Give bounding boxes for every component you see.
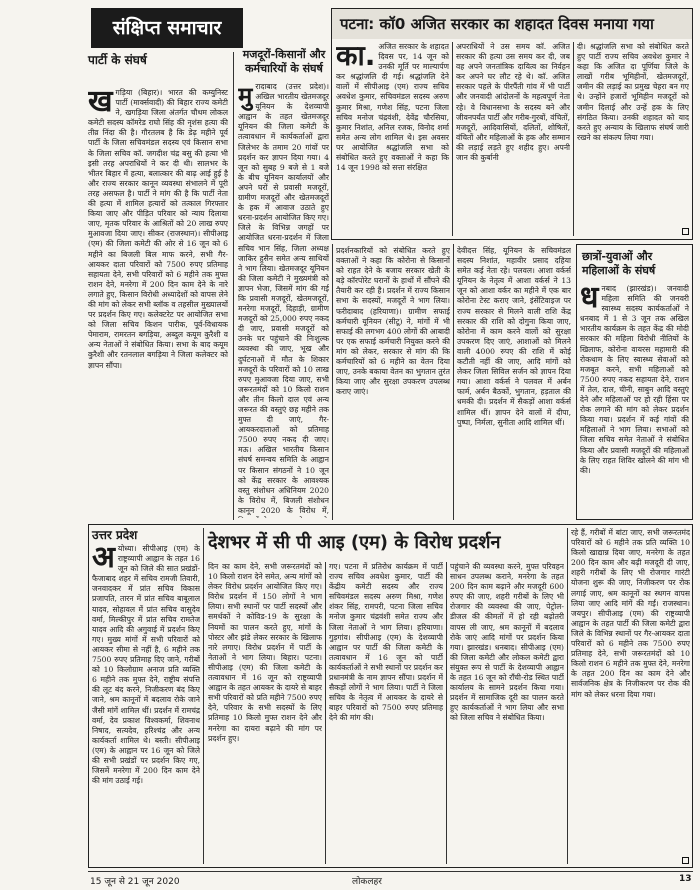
main-text-a: दिन का काम देने, सभी जरूरतमंदों को 10 किलो राशन देने समेत, अन्य मांगों को लेकर विरोध प्रदर्शन आयोजित किए गए। विरोध प्रदर्शन में 150 लोगों ने भाग लिया। सभी स्थानों पर पार्टी सदस्यों और समर्थकों ने कोविड-19 के सुरक्षा के नियमों का पालन करते हुए, मांगों के पोस्टर और झंडे लेकर सरकार के खिलाफ नारे लगाए। विरोध प्रदर्शन में पार्टी के नेताओं ने भाग लिया। बिहार। पटना। सीपीआइ (एम) की जिला कमेटी के तत्वावधान में 16 जून को राष्ट्रव्यापी आह्वान के तहत आयकर के दायरे से बाहर सभी परिवारों को प्रति महीने 7500 रुपए देने, परिवार के सभी सदस्यों के लिए प्रतिमाह 10 किलो मुफ्त राशन देने और मनरेगा का दायरा बढ़ाने की मांग पर प्रदर्शन हुए। — [208, 562, 322, 743]
col1-body — [88, 88, 228, 516]
mid-text-a: प्रदर्शनकारियों को संबोधित करते हुए वक्ताओं ने कहा कि कोरोना से किसानों को राहत देने के बजाय सरकार खेती के बड़े कॉरपोरेट घरानों के हाथों में सौंपने की तैयारी कर रही है। प्रदर्शन में राज्य किसान सभा के सदस्यों, मजदूरों ने भाग लिया। फरीदाबाद (हरियाणा)। ग्रामीण सफाई कर्मचारी यूनियन (सीटू) ने, मांगों में भी सफाई की लगभग 400 लोगों की आबादी पर एक सफाई कर्मचारी नियुक्त करने की मांग को लेकर, सरकार से मांग की कि कर्मचारियों को 6 महीने का वेतन दिया जाए, उनके बकाया वेतन का भुगतान तुरंत किया जाए और सुरक्षा उपकरण उपलब्ध कराए जाएं। — [336, 246, 450, 397]
top-story-col-c — [577, 42, 689, 230]
col2-text: रादाबाद (उत्तर प्रदेश)। अखिल भारतीय खेतमजदूर यूनियन के देशव्यापी आह्वान के तहत खेतमजदूर यूनियन की जिला कमेटी के तत्वावधान में कार्यकर्ताओं द्वारा जिलेभर के तमाम 20 गांवों पर प्रदर्शन कर ज्ञापन दिया गया। 4 जून को सुबह 9 बजे से 1 बजे के बीच यूनियन कार्यालयों और अपने घरों से प्रवासी मजदूरों, ग्रामीण मजदूरों और खेतमजदूरों के हक में आवाज उठाते हुए धरना-प्रदर्शन आयोजित किए गए। जिले के विभिन्न जगहों पर आयोजित धरना-प्रदर्शन में जिला सचिव भान सिंह, जिला अध्यक्ष जाकिर हुसैन समेत अन्य साथियों ने भाग लिया। खेतमजदूर यूनियन की जिला कमेटी ने मुख्यमंत्री को ज्ञापन भेजा, जिसमें मांग की गई कि प्रवासी मजदूरों, खेतमजदूरों, मनरेगा मजदूरों, दिहाड़ी, ग्रामीण मजदूरों को 25,000 रुपए नकद दी जाए, प्रवासी मजदूरों को उनके घर पहुंचाने की निःशुल्क व्यवस्था की जाए, भूख और दुर्घटनाओं में मौत के शिकार मजदूरों के परिवारों को 10 लाख रुपए मुआवजा दिया जाए, सभी जरूरतमंदों को 10 किलो राशन और तीन किलो दाल एवं अन्य जरूरत की वस्तुएं छह महीने तक मुफ्त दी जाएं, गैर-आयकरदाताओं को प्रतिमाह 7500 रुपए नकद दी जाए। मऊ। अखिल भारतीय किसान संघर्ष समन्वय समिति के आह्वान पर किसान संगठनों ने 10 जून को केंद्र सरकार के आवश्यक वस्तु संशोधन अधिनियम 2020 के विरोध में, बिजली संशोधन कानून 2020 के विरोध में, — [238, 82, 329, 515]
bottom-left-dropcap: अ — [92, 544, 115, 575]
divider — [573, 42, 574, 236]
mid-col-a — [336, 246, 450, 516]
main-col-b — [329, 562, 443, 864]
right-story-text: नबाद (झारखंड)। जनवादी महिला समिति की जनवरी स्वास्थ्य सदस्य कार्यकर्ताओं ने धनबाद में 1 से 3 जून तक अखिल भारतीय कार्यक्रम के तहत केंद्र की मोदी सरकार की महिला विरोधी नीतियों के खिलाफ, कोरोना वायरस महामारी की रोकथाम के लिए स्वास्थ्य सेवाओं को मजबूत करने, सभी महिलाओं को 7500 रुपए नकद सहायता देने, राशन में तेल, दाल, चीनी, साबुन आदि वस्तुएं देने और महिलाओं पर हो रही हिंसा पर रोक लगाने की मांग को लेकर प्रदर्शन किया गया। प्रदर्शन में कई गांवों की महिलाओं ने भाग लिया। सभाओं को जिला सचिव समेत नेताओं ने संबोधित किया और प्रवासी मजदूरों की महिलाओं के लिए राहत शिविर खोलने की मांग भी की। — [580, 284, 689, 475]
main-text-c: पहुंचाने की व्यवस्था करने, मुफ्त परिवहन साधन उपलब्ध कराने, मनरेगा के तहत 200 दिन काम बढ़ाने और मजदूरी 600 रुपए की जाए, शहरी गरीबों के लिए भी रोजगार की व्यवस्था की जाए, पेट्रोल-डीजल की कीमतों में हो रही बढ़ोतरी वापस ली जाए, श्रम कानूनों में बदलाव रोके जाएं आदि मांगों पर प्रदर्शन किया गया। झारखंड। धनबाद। सीपीआइ (एम) की जिला कमेटी और लोकल कमेटी द्वारा संयुक्त रूप से पार्टी के देशव्यापी आह्वान के तहत 16 जून को राँची-रोड स्थित पार्टी कार्यालय के सामने प्रदर्शन किया गया। प्रदर्शन में सामाजिक दूरी का पालन करते हुए कार्यकर्ताओं ने भाग लिया और सभा को जिला सचिव ने संबोधित किया। — [450, 562, 564, 723]
divider — [446, 562, 447, 864]
mid-col-b — [457, 246, 571, 516]
main-col-d — [571, 528, 690, 856]
top-story-col-b — [456, 42, 570, 237]
bottom-left-body — [92, 544, 200, 864]
footer-page: 13 — [679, 874, 692, 884]
main-text-d: रहे हैं, गरीबों में बांटा जाए, सभी जरूरतमंद परिवारों को 6 महीने तक प्रति व्यक्ति 10 किलो खाद्यान्न दिया जाए, मनरेगा के तहत 200 दिन काम और बढ़ी मजदूरी दी जाए, शहरी गरीबों के लिए भी रोजगार गारंटी योजना शुरू की जाए, निजीकरण पर रोक लगाई जाए, श्रम कानूनों का स्थगन वापस लिया जाए आदि मांगें की गईं। राजस्थान। जयपुर। सीपीआइ (एम) की राष्ट्रव्यापी आह्वान के तहत पार्टी की जिला कमेटी द्वारा जिले के विभिन्न स्थानों पर गैर-आयकर दाता परिवारों को 6 महीने तक 7500 रुपए प्रतिमाह देने, सभी जरूरतमंदों को 10 किलो राशन 6 महीने तक मुफ्त देने, मनरेगा के तहत 200 दिन का काम देने और सार्वजनिक क्षेत्र के निजीकरण पर रोक की मांग को लेकर धरना दिया गया। — [571, 528, 690, 699]
divider — [332, 244, 333, 520]
top-story-text-a: अजित सरकार के शहादत दिवस पर, 14 जून को उनकी मूर्ति पर माल्यार्पण कर श्रद्धांजलि दी गई। श्रद्धांजलि देने वालों में सीपीआइ (एम) राज्य सचिव अवधेश कुमार, सचिवमंडल सदस्य अरुण कुमार मिश्रा, गणेश सिंह, पटना जिला सचिव मनोज चंद्रवंशी, देवेंद्र चौरसिया, कुमार निशांत, अनिल रजक, विनोद शर्मा समेत अन्य लोग शामिल थे। इस अवसर पर आयोजित श्रद्धांजलि सभा को संबोधित करते हुए वक्ताओं ने कहा कि 14 जून 1998 को सत्ता संरक्षित — [336, 42, 449, 173]
divider — [567, 528, 568, 864]
col1-headline: पार्टी के संघर्ष — [88, 53, 147, 67]
footer-rule — [88, 871, 693, 872]
divider — [233, 52, 234, 520]
top-story-col-a — [336, 42, 449, 237]
bottom-left-text: योध्या। सीपीआइ (एम) के राष्ट्रव्यापी आह्वान के तहत 16 जून को जिले की सात प्रखंडों-फैजाबाद शहर में सचिव रामजी तिवारी, जनवादकर में प्रांत सचिव विकास प्रजापति, तारन में प्रांत सचिव बाबूलाल यादव, सोहावल में प्रांत सचिव वासुदेव वर्मा, मिल्कीपुर में प्रांत सचिव रामतेज यादव आदि की अगुवाई में प्रदर्शन किए गए। मुख्य मांगों में सभी परिवारों को आयकर सीमा से नहीं है, 6 महीने तक 7500 रुपए प्रतिमाह दिए जाने, गरीबों को 10 किलोग्राम अनाज प्रति व्यक्ति 6 महीने तक मुफ्त देने, राष्ट्रीय संपत्ति की लूट बंद करने, निजीकरण बंद किए जाने, श्रम कानूनों में बदलाव रोके जाने जैसी मांगें शामिल थीं। प्रदर्शन में रामचंद्र वर्मा, देव प्रकाश विश्वकर्मा, शिवनाथ निषाद, सत्यदेव, हरिश्चंद्र और अन्य कार्यकर्ता शामिल थे। बस्ती। सीपीआइ (एम) के आह्वान पर 16 जून को जिले की सभी प्रखंडों पर प्रदर्शन किए गए, जिसमें मनरेगा में 200 दिन काम देने की मांग उठाई गई। — [92, 544, 200, 786]
col2-body — [238, 82, 329, 518]
right-story-body — [580, 284, 689, 516]
end-mark — [682, 857, 689, 864]
right-story-dropcap: ध — [580, 284, 599, 315]
footer-paper: लोकलहर — [352, 877, 382, 887]
masthead-box — [91, 8, 243, 48]
divider — [452, 42, 453, 236]
col2-headline: मजदूरों-किसानों और कर्मचारियों के संघर्ष — [242, 48, 326, 75]
top-story-text-c: दी। श्रद्धांजलि सभा को संबोधित करते हुए पार्टी राज्य सचिव अवधेश कुमार ने कहा कि अजित दा पूर्णिया जिले के लाखों गरीब भूमिहीनों, खेतमजदूरों, जमीन की लड़ाई का प्रमुख चेहरा बन गए थे। उन्होंने हजारों भूमिहीन मजदूरों को जमीन दिलाई और उन्हें हक के लिए संगठित किया। उनकी शहादत को याद करते हुए अन्याय के खिलाफ संघर्ष जारी रखने का संकल्प लिया गया। — [577, 42, 689, 142]
end-mark — [682, 228, 689, 235]
footer-date: 15 जून से 21 जून 2020 — [90, 877, 180, 887]
bottom-left-headline: उत्तर प्रदेश — [92, 528, 138, 542]
main-col-a — [208, 562, 322, 864]
col1-text: गड़िया (बिहार)। भारत की कम्युनिस्ट पार्टी (मार्क्सवादी) की बिहार राज्य कमेटी ने, खगड़िया जिला अंतर्गत चौथम लोकल कमेटी सदस्य कॉमरेड राघो सिंह की नृशंस हत्या की तीव्र निंदा की है। गौरतलब है कि डेढ़ महीने पूर्व पार्टी के जिला सचिवमंडल सदस्य एवं किसान सभा के जिला सचिव कॉ. जगदीश चंद्र बसु की हत्या भी इसी तरह अपराधियों ने कर दी थी। सालभर के भीतर बिहार में हत्या, बलात्कार की बाढ़ आई हुई है और राज्य सरकार कानून व्यवस्था संभालने में पूरी तरह असफल है। पार्टी ने मांग की है कि पार्टी नेता की हत्या में शामिल हत्यारों को तत्काल गिरफ्तार किया जाए और पीड़ित परिवार को न्याय दिलाया जाए, मृतक परिवार के आश्रितों को 20 लाख रुपए मुआवजा दिया जाए। सीकर (राजस्थान)। सीपीआइ (एम) की जिला कमेटी की ओर से 16 जून को 6 महीने का बिजली बिल माफ करने, सभी गैर-आयकर दाता परिवारों को 7500 रुपए प्रतिमाह सहायता देने, सभी परिवारों को 6 महीने तक मुफ्त राशन देने, मनरेगा में 200 दिन काम देने के नारे लगाते हुए, किसान विरोधी अध्यादेशों को वापस लेने की मांग को लेकर सभी ब्लॉक व तहसील मुख्यालयों पर प्रदर्शन किए गए। कलेक्टरेट पर आयोजित सभा को जिला सचिव किशन पारीक, पूर्व-विधायक पेमाराम, रामरतन बगड़िया, अब्दुल कयूम कुरैशी व अन्य नेताओं ने संबोधित किया। सभा के बाद कयूम कुरैशी और रतनलाल बगड़िया ने जिला कलेक्टर को ज्ञापन सौंपा। — [88, 88, 228, 370]
main-col-c — [450, 562, 564, 864]
main-story-headline: देशभर में सी पी आइ (एम) के विरोध प्रदर्शन — [208, 532, 501, 553]
top-story-headline-bar — [332, 9, 692, 39]
right-story-headline: छात्रों-युवाओं और महिलाओं के संघर्ष — [582, 250, 656, 277]
masthead-title: संक्षिप्त समाचार — [112, 17, 222, 39]
divider — [325, 562, 326, 864]
main-text-b: गए। पटना में प्रतिरोध कार्यक्रम में पार्टी राज्य सचिव अवधेश कुमार, पार्टी की केंद्रीय कमेटी सदस्य और राज्य सचिवमंडल सदस्य अरुण मिश्रा, गणेश शंकर सिंह, रामपरी, पटना जिला सचिव मनोज कुमार चंद्रवंशी समेत राज्य और जिला नेताओं ने भाग लिया। हरियाणा। गुड़गांव। सीपीआइ (एम) के देशव्यापी आह्वान पर पार्टी की जिला कमेटी के तत्वावधान में 16 जून को पार्टी कार्यकर्ताओं ने सभी स्थानों पर प्रदर्शन कर प्रधानमंत्री के नाम ज्ञापन सौंपा। प्रदर्शन में सैकड़ों लोगों ने भाग लिया। पार्टी ने जिला सचिव के नेतृत्व में आयकर के दायरे से बाहर परिवारों को 7500 रुपए प्रतिमाह देने की मांग की। — [329, 562, 443, 723]
col1-dropcap: ख — [88, 88, 113, 119]
divider — [453, 244, 454, 520]
col2-dropcap: मु — [238, 82, 253, 110]
top-story-dropcap: का. — [336, 42, 376, 72]
top-story-headline: पटना: कॉ0 अजित सरकार का शहादत दिवस मनाया गया — [340, 15, 654, 33]
mid-text-b: देवीदत्त सिंह, यूनियन के सचिवमंडल सदस्य निशांत, महावीर प्रसाद दहिया समेत कई नेता रहे। पलवल। आशा वर्कर्स यूनियन के नेतृत्व में आशा वर्कर्स ने 13 जून को आशा वर्कर का महीने में एक बार कोरोना टेस्ट कराए जाने, इंसेंटिवाइज पर राज्य सरकार से मिलने वाली राशि केंद्र सरकार की राशि को दोगुना किया जाए, कोरोना में काम करने वालों को सुरक्षा उपकरण दिए जाएं, आशाओं को मिलने वाली 4000 रुपए की राशि में कोई कटौती नहीं की जाए, आदि मांगों को लेकर जिला सिविल सर्जन को ज्ञापन दिया गया। आशा वर्कर्स ने पलवल में अर्बन फार्म, अर्बन बैठकों, भुगतान, हड़ताल की धमकी दी। प्रदर्शन में सैकड़ों आशा वर्कर्स शामिल थीं। ज्ञापन देने वालों में दीपा, पुष्पा, निर्मला, सुनीता आदि शामिल थीं। — [457, 246, 571, 427]
divider — [203, 528, 204, 864]
top-story-text-b: अपराधियों ने उस समय कॉ. अजित सरकार की हत्या उस समय कर दी, जब वह अपने जनतांत्रिक दायित्व का निर्वहन कर अपने घर लौट रहे थे। कॉ. अजित सरकार पहले के पीरपैंती गांव में भी पार्टी और जनवादी आंदोलनों के महत्वपूर्ण नेता रहे। वे विधानसभा के सदस्य बने और जीवनपर्यंत पार्टी और गरीब-गुरबों, वंचितों, मजदूरों, आदिवासियों, दलितों, शोषितों, वंचितों और महिलाओं के हक और सम्मान की लड़ाई लड़ते हुए शहीद हुए। अपनी जान की कुर्बानी — [456, 42, 570, 163]
